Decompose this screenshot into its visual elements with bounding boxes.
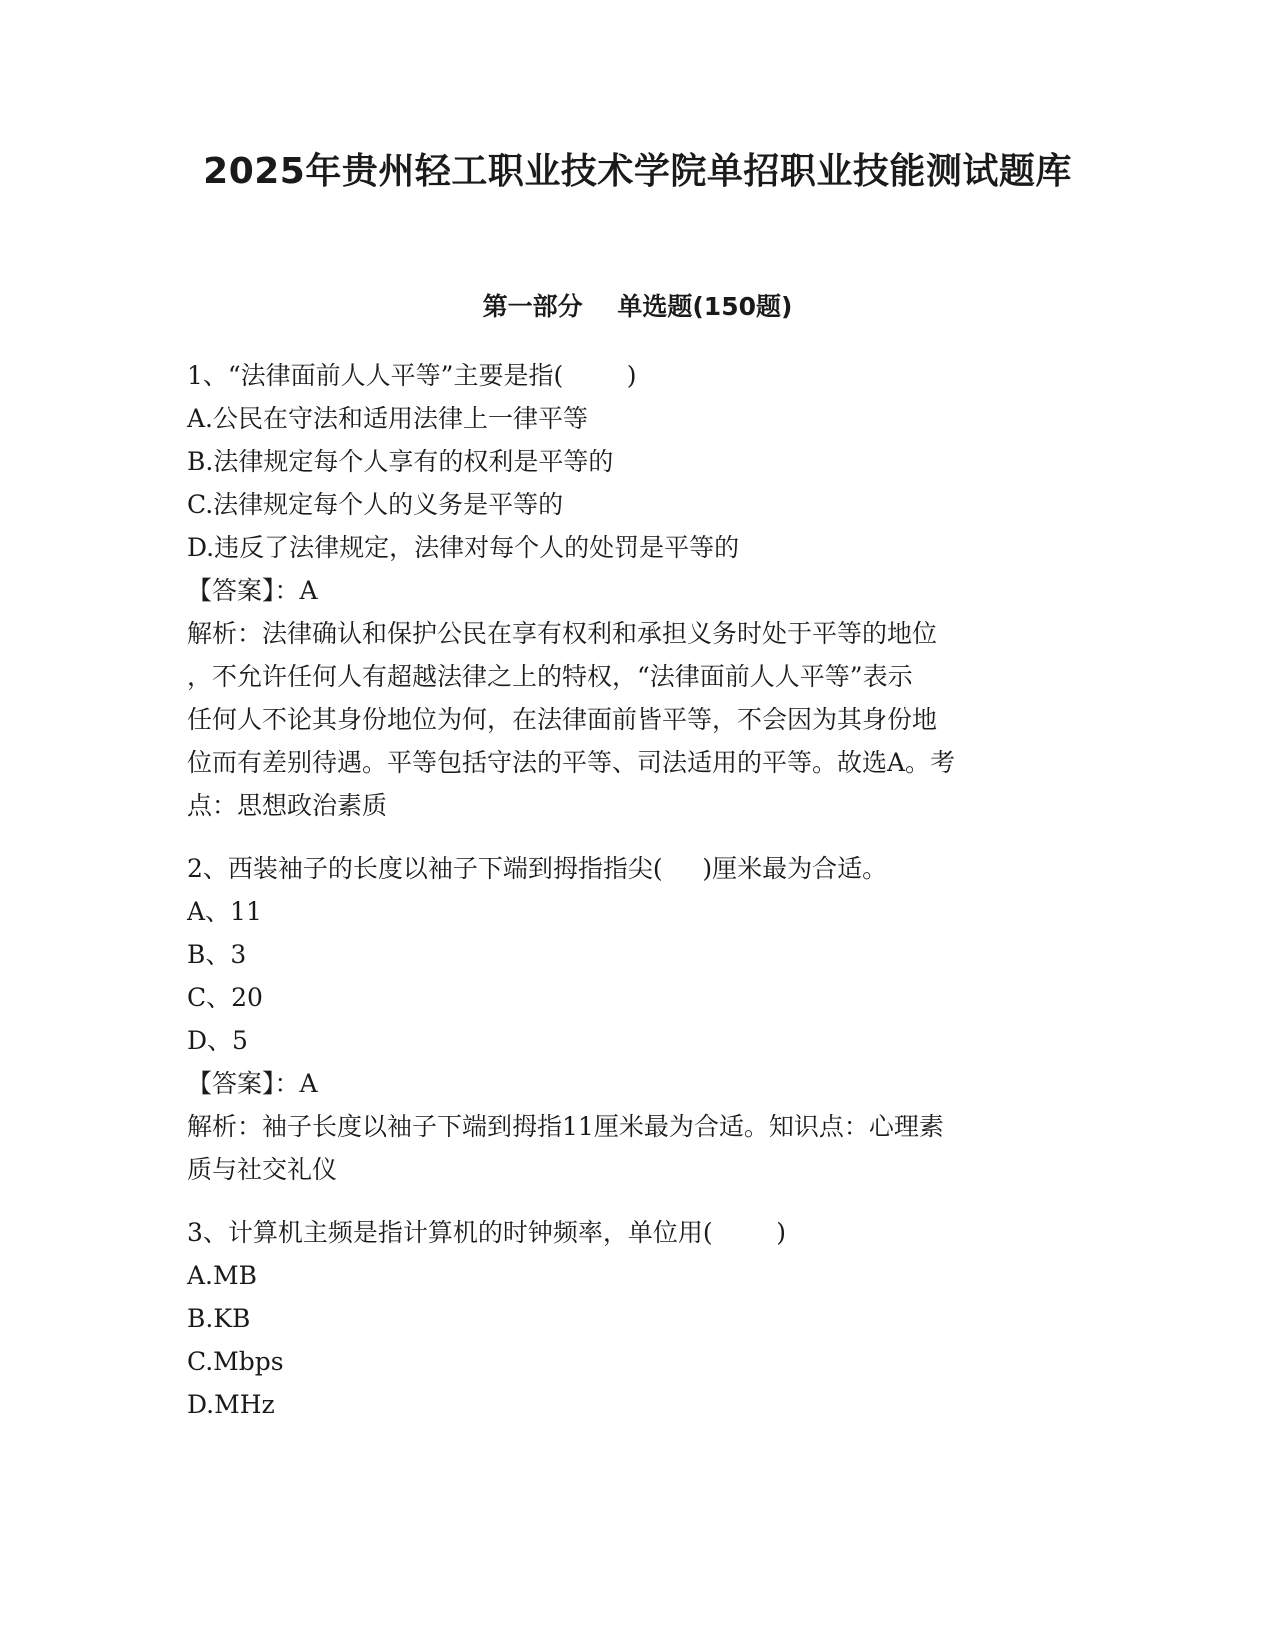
option-d: D、5: [187, 1026, 248, 1055]
option-b: B、3: [187, 940, 247, 969]
option-a: A.公民在守法和适用法律上一律平等: [187, 404, 589, 433]
explanation-line: 任何人不论其身份地位为何，在法律面前皆平等，不会因为其身份地: [187, 705, 938, 734]
option-c: C.Mbps: [187, 1347, 284, 1376]
explanation-line: 质与社交礼仪: [187, 1155, 338, 1184]
option-a: A、11: [187, 897, 262, 926]
document-title: 2025年贵州轻工职业技术学院单招职业技能测试题库: [203, 151, 1072, 192]
question-3: [187, 1211, 1087, 1426]
option-a: A.MB: [187, 1261, 257, 1290]
option-b: B.KB: [187, 1304, 251, 1333]
question-stem: 3、计算机主频是指计算机的时钟频率，单位用( ): [187, 1218, 786, 1247]
option-d: D.MHz: [187, 1390, 275, 1419]
option-c: C.法律规定每个人的义务是平等的: [187, 490, 564, 519]
explanation-line: ，不允许任何人有超越法律之上的特权，“法律面前人人平等”表示: [187, 662, 913, 691]
option-d: D.违反了法律规定，法律对每个人的处罚是平等的: [187, 533, 740, 562]
answer-line: 【答案】：A: [187, 576, 318, 605]
question-2: [187, 847, 1087, 1191]
explanation-line: 解析：袖子长度以袖子下端到拇指11厘米最为合适。知识点：心理素: [187, 1112, 944, 1141]
section-title: 第一部分 单选题(150题): [482, 292, 793, 321]
explanation-line: 点：思想政治素质: [187, 791, 388, 820]
question-list: [187, 354, 1087, 1426]
option-b: B.法律规定每个人享有的权利是平等的: [187, 447, 614, 476]
explanation-line: 位而有差别待遇。平等包括守法的平等、司法适用的平等。故选A。考: [187, 748, 956, 777]
answer-line: 【答案】：A: [187, 1069, 318, 1098]
explanation-line: 解析：法律确认和保护公民在享有权利和承担义务时处于平等的地位: [187, 619, 938, 648]
question-1: [187, 354, 1087, 827]
question-stem: 2、西装袖子的长度以袖子下端到拇指指尖( )厘米最为合适。: [187, 854, 888, 883]
option-c: C、20: [187, 983, 263, 1012]
question-stem: 1、“法律面前人人平等”主要是指( ): [187, 361, 637, 390]
